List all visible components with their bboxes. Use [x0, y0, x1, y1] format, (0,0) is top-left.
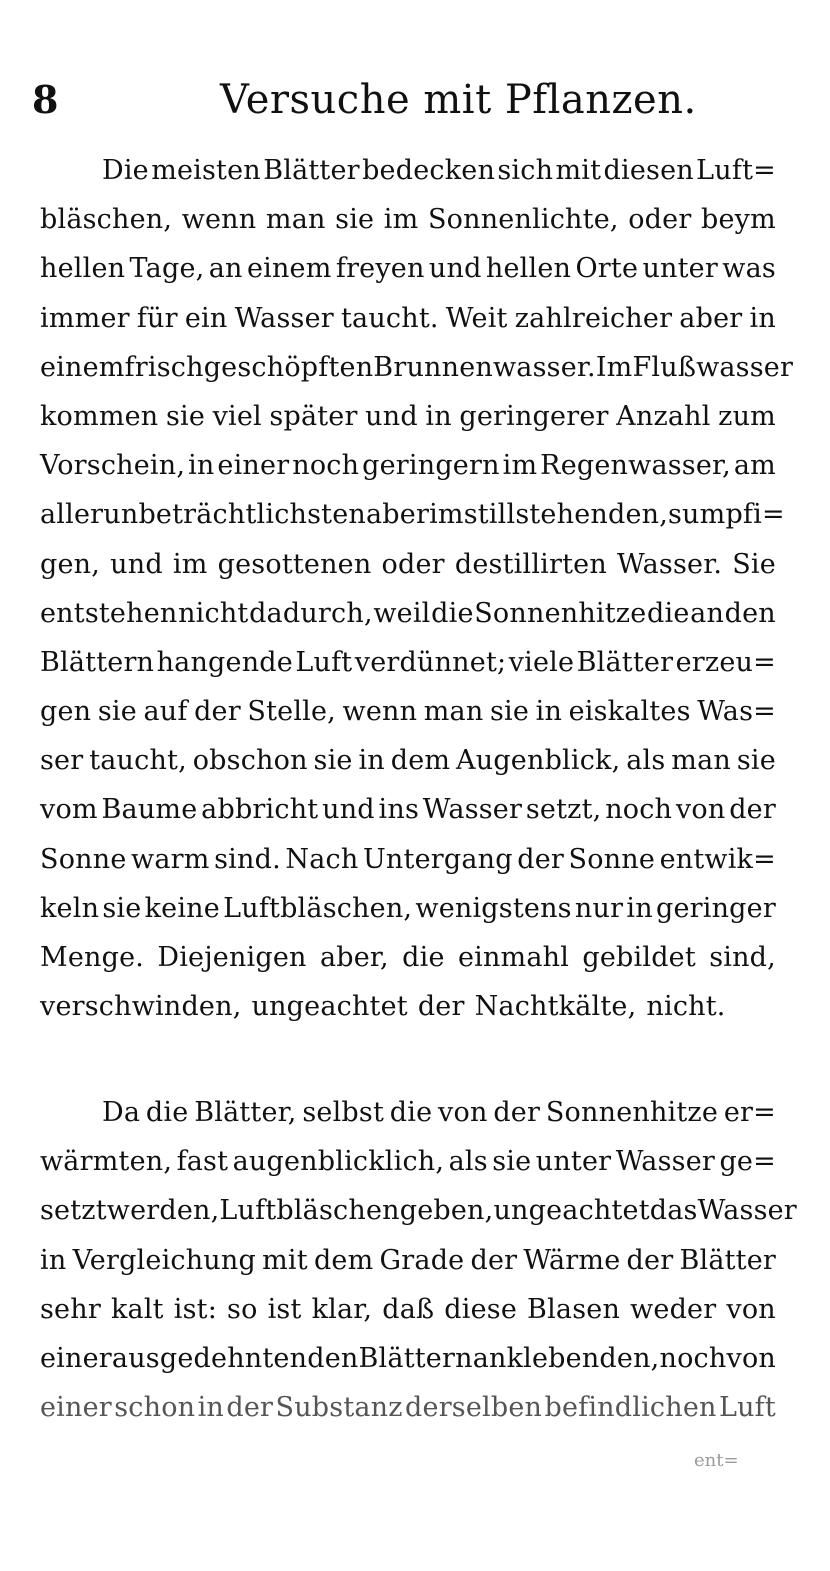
word: Nachtkälte, — [474, 991, 637, 1023]
text-line — [40, 1334, 776, 1383]
text-line — [40, 1137, 776, 1186]
word: sie — [313, 745, 353, 777]
word: aller — [40, 499, 104, 531]
word: im — [429, 499, 464, 531]
word: wenigstens — [415, 892, 572, 924]
word: Menge. — [40, 942, 145, 973]
word: Blätter, — [194, 1097, 297, 1128]
word: zahlreicher — [514, 302, 673, 334]
word: in — [749, 302, 776, 334]
word: ein — [184, 302, 228, 334]
word: verschwinden, — [40, 991, 242, 1023]
word: auf — [143, 696, 188, 728]
word: eiskaltes — [568, 696, 691, 728]
word: ge= — [719, 1146, 776, 1178]
text-line — [40, 982, 776, 1031]
word: Blätter — [263, 155, 360, 186]
word: Wasser. — [617, 548, 723, 580]
word: in — [425, 400, 452, 432]
word: Anzahl — [616, 400, 711, 432]
text-line — [40, 540, 776, 589]
word: ser — [40, 745, 84, 777]
word: einem — [40, 351, 125, 383]
word: Sonnenhitze — [545, 1097, 719, 1128]
word: Flußwasser — [632, 351, 794, 383]
word: Vergleichung — [72, 1244, 256, 1276]
word: Im — [595, 351, 633, 383]
word: anklebenden, — [472, 1342, 660, 1374]
word: keine — [144, 892, 220, 924]
word: Orte — [575, 253, 639, 285]
word: der — [470, 1244, 518, 1276]
word: ungeachtet — [251, 991, 408, 1023]
text-line — [40, 687, 776, 736]
word: der — [226, 1392, 274, 1424]
word: derselben — [405, 1392, 543, 1424]
word: werden, — [106, 1195, 220, 1227]
word: gen, — [40, 548, 101, 580]
word: so — [227, 1293, 258, 1325]
word: der — [194, 696, 241, 728]
word: Substanz — [275, 1392, 403, 1424]
word: gen — [40, 696, 92, 728]
word: augenblicklich, — [232, 1146, 445, 1178]
word: wenn — [181, 204, 257, 236]
text-line — [40, 490, 785, 539]
word: Untergang — [362, 843, 513, 875]
word: das — [649, 1195, 698, 1227]
word: den — [724, 597, 776, 629]
word: von — [726, 1293, 776, 1325]
text-line — [40, 835, 776, 884]
word: in — [188, 450, 215, 482]
word: Sonne — [568, 843, 656, 875]
word: die — [647, 597, 690, 629]
word: noch — [292, 450, 360, 482]
word: Blasen — [527, 1293, 621, 1325]
word: in — [40, 1244, 67, 1276]
word: in — [535, 696, 563, 728]
word: nur — [574, 892, 624, 924]
word: Blättern — [358, 1342, 473, 1374]
word: geringern — [362, 450, 500, 482]
word: unter — [535, 1146, 612, 1178]
word: sie — [492, 1146, 532, 1178]
word: sind, — [709, 942, 776, 973]
word: Baume — [101, 794, 198, 826]
word: Tage, — [129, 253, 205, 285]
word: fast — [176, 1146, 229, 1178]
word: sie — [736, 745, 776, 777]
catchword: ent= — [694, 1450, 739, 1471]
word: sie — [165, 400, 206, 432]
word: daß — [382, 1293, 435, 1325]
word: taucht, — [89, 745, 187, 777]
word: geben, — [399, 1195, 494, 1227]
word: in — [358, 745, 385, 777]
word: schon — [114, 1392, 196, 1424]
word: die — [389, 1097, 433, 1128]
word: keln — [40, 892, 100, 924]
word: destillirten — [454, 548, 607, 580]
word: in — [197, 1392, 225, 1424]
paragraph-2 — [40, 1088, 797, 1432]
text-line — [40, 1236, 776, 1285]
word: Weit — [445, 302, 508, 334]
word: viele — [508, 646, 575, 678]
word: und — [428, 253, 482, 285]
word: beym — [701, 204, 776, 236]
word: weil — [373, 597, 431, 629]
word: hellen — [485, 253, 572, 285]
word: Nach — [285, 843, 359, 875]
word: an — [690, 597, 725, 629]
word: und — [110, 548, 163, 580]
word: der — [517, 843, 565, 875]
word: der — [626, 1244, 674, 1276]
word: an — [208, 253, 243, 285]
word: Luft= — [696, 155, 776, 186]
text-line — [40, 589, 776, 638]
word: viel — [212, 400, 262, 432]
word: Wasser — [615, 1146, 716, 1178]
word: man — [423, 696, 484, 728]
word: wenn — [342, 696, 418, 728]
word: die — [431, 597, 474, 629]
text-line — [40, 1383, 776, 1432]
word: sie — [97, 696, 137, 728]
word: später — [269, 400, 358, 432]
word: im — [172, 548, 208, 580]
word: immer — [40, 302, 130, 334]
word: Luft — [295, 646, 353, 678]
word: Wasser — [697, 1195, 797, 1227]
word: Vorschein, — [40, 450, 186, 482]
text-line — [40, 343, 794, 392]
word: einem — [246, 253, 332, 285]
word: verdünnet; — [354, 646, 507, 678]
word: nicht — [178, 597, 249, 629]
word: Die — [102, 155, 149, 186]
word: Sonne — [40, 843, 127, 875]
word: oder — [381, 548, 445, 580]
word: Luftbläschen — [219, 1195, 400, 1227]
running-title: Versuche mit Pflanzen. — [220, 77, 697, 123]
text-line — [40, 294, 776, 343]
word: einmahl — [457, 942, 570, 973]
text-line — [40, 195, 776, 244]
word: einer — [40, 1392, 112, 1424]
word: abbricht — [201, 794, 319, 826]
word: sie — [102, 892, 142, 924]
word: diesen — [603, 155, 694, 186]
text-line — [40, 1285, 776, 1334]
word: unbeträchtlichsten — [103, 499, 366, 531]
word: man — [671, 745, 731, 777]
word: als — [448, 1146, 488, 1178]
word: mit — [262, 1244, 308, 1276]
word: Grade — [379, 1244, 465, 1276]
word: entstehen — [40, 597, 178, 629]
word: gebildet — [582, 942, 696, 973]
word: Wasser — [422, 794, 523, 826]
word: aber — [679, 302, 743, 334]
word: von — [438, 1097, 488, 1128]
word: Wärme — [523, 1244, 621, 1276]
text-line — [40, 884, 776, 933]
word: bedecken — [362, 155, 496, 186]
text-line — [40, 441, 776, 490]
word: klar, — [311, 1293, 373, 1325]
word: sich — [497, 155, 554, 186]
word: sie — [489, 696, 530, 728]
word: vom — [40, 794, 98, 826]
word: in — [626, 892, 653, 924]
word: und — [322, 794, 375, 826]
word: sie — [335, 204, 375, 236]
text-line — [40, 638, 776, 687]
word: noch — [605, 794, 673, 826]
word: von — [675, 794, 726, 826]
word: kommen — [40, 400, 159, 432]
word: im — [383, 204, 419, 236]
word: einer — [217, 450, 290, 482]
word: Regenwasser, — [540, 450, 731, 482]
word: er= — [723, 1097, 776, 1128]
word: geschöpften — [203, 351, 374, 383]
word: Blättern — [40, 646, 155, 678]
word: hellen — [40, 253, 126, 285]
word: Brunnenwasser. — [373, 351, 596, 383]
word: geringerer — [459, 400, 609, 432]
page-header — [32, 70, 792, 130]
text-line — [40, 244, 776, 293]
word: einer — [40, 1342, 112, 1374]
word: freyen — [335, 253, 425, 285]
word: ungeachtet — [493, 1195, 650, 1227]
word: Was= — [697, 696, 776, 728]
word: Wasser — [234, 302, 334, 334]
word: was — [722, 253, 776, 285]
word: ist — [267, 1293, 302, 1325]
word: Sie — [732, 548, 776, 580]
word: dem — [313, 1244, 374, 1276]
word: nicht. — [646, 991, 726, 1023]
word: die — [145, 1097, 189, 1128]
word: hangende — [156, 646, 293, 678]
word: aber — [365, 499, 430, 531]
word: oder — [628, 204, 692, 236]
text-line — [40, 785, 776, 834]
word: der — [493, 1097, 541, 1128]
word: ausgedehnten — [111, 1342, 308, 1374]
word: Luft — [718, 1392, 776, 1424]
word: sehr — [40, 1293, 101, 1325]
text-line — [40, 146, 776, 195]
word: sind. — [214, 843, 281, 875]
word: mit — [555, 155, 602, 186]
word: Diejenigen — [157, 942, 307, 973]
word: am — [733, 450, 776, 482]
word: gesottenen — [217, 548, 372, 580]
word: als — [626, 745, 666, 777]
word: ins — [378, 794, 420, 826]
text-line — [40, 1088, 776, 1137]
word: sumpfi= — [668, 499, 785, 531]
paragraph-1 — [40, 146, 794, 1031]
word: Sonnenlichte, — [427, 204, 619, 236]
word: von — [726, 1342, 776, 1374]
text-line — [40, 392, 776, 441]
word: Augenblick, — [456, 745, 621, 777]
word: taucht. — [340, 302, 439, 334]
word: frisch — [124, 351, 204, 383]
word: Luftbläschen, — [223, 892, 413, 924]
text-line — [40, 736, 776, 785]
text-line — [40, 1186, 797, 1235]
word: und — [365, 400, 418, 432]
word: für — [136, 302, 178, 334]
word: die — [402, 942, 445, 973]
word: im — [502, 450, 538, 482]
text-line — [40, 933, 776, 982]
word: ist: — [173, 1293, 217, 1325]
word: der — [417, 991, 465, 1023]
word: aber, — [319, 942, 389, 973]
word: unter — [642, 253, 718, 285]
word: Sonnenhitze — [474, 597, 647, 629]
word: der — [729, 794, 776, 826]
word: geringer — [655, 892, 776, 924]
word: dem — [390, 745, 451, 777]
word: erzeu= — [675, 646, 776, 678]
word: obschon — [192, 745, 308, 777]
word: meisten — [151, 155, 261, 186]
word: Da — [102, 1097, 141, 1128]
word: entwik= — [659, 843, 776, 875]
word: noch — [659, 1342, 727, 1374]
word: wärmten, — [40, 1146, 173, 1178]
word: den — [307, 1342, 359, 1374]
word: dadurch, — [249, 597, 373, 629]
word: Stelle, — [247, 696, 336, 728]
word: zum — [718, 400, 776, 432]
word: warm — [131, 843, 210, 875]
word: bläschen, — [40, 204, 173, 236]
word: Blätter — [679, 1244, 776, 1276]
word: man — [265, 204, 326, 236]
page-number: 8 — [32, 77, 59, 122]
word: setzt, — [525, 794, 602, 826]
word: setzt — [40, 1195, 107, 1227]
word: stillstehenden, — [463, 499, 668, 531]
word: Blätter — [576, 646, 674, 678]
word: kalt — [110, 1293, 164, 1325]
word: weder — [630, 1293, 717, 1325]
word: diese — [444, 1293, 518, 1325]
word: befindlichen — [544, 1392, 717, 1424]
word: selbst — [302, 1097, 385, 1128]
